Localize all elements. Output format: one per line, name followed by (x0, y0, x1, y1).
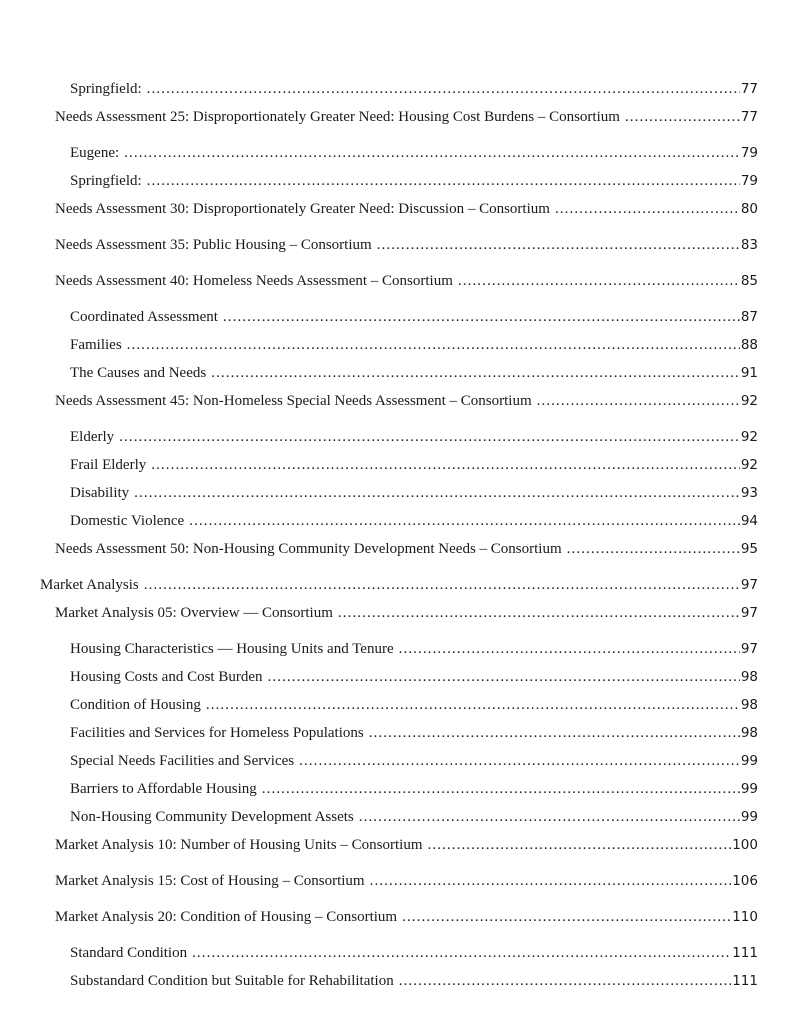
toc-dot-leader (262, 780, 740, 799)
toc-entry-label: Condition of Housing (70, 697, 201, 713)
toc-dot-leader (147, 80, 740, 99)
toc-entry[interactable] (55, 392, 758, 411)
toc-page-number: 77 (740, 81, 758, 97)
toc-entry[interactable] (40, 576, 758, 595)
toc-entry-label: Standard Condition (70, 945, 188, 961)
toc-page-number: 99 (740, 809, 758, 825)
toc-page-number: 98 (740, 725, 758, 741)
toc-dot-leader (151, 456, 740, 475)
toc-entry-label: Housing Costs and Cost Burden (70, 669, 263, 685)
toc-entry[interactable] (70, 80, 758, 99)
toc-entry-label: Frail Elderly (70, 457, 147, 473)
toc-dot-leader (377, 236, 740, 255)
toc-dot-leader (338, 604, 740, 623)
toc-page-number: 97 (740, 577, 758, 593)
toc-entry[interactable] (70, 512, 758, 531)
toc-page-number: 95 (740, 541, 758, 557)
toc-dot-leader (211, 364, 740, 383)
toc-entry-label: Needs Assessment 50: Non-Housing Community Development Needs – Consortium (55, 541, 562, 557)
toc-entry[interactable] (55, 540, 758, 559)
toc-dot-leader (119, 428, 740, 447)
toc-entry-label: Market Analysis 10: Number of Housing Units – Consortium (55, 837, 423, 853)
toc-page-number: 100 (732, 837, 758, 853)
toc-entry-label: Housing Characteristics — Housing Units and Tenure (70, 641, 394, 657)
toc-page-number: 97 (740, 605, 758, 621)
toc-entry[interactable] (70, 752, 758, 771)
toc-dot-leader (189, 512, 740, 531)
toc-entry[interactable] (55, 236, 758, 255)
toc-entry[interactable] (55, 200, 758, 219)
toc-page-number: 98 (740, 697, 758, 713)
toc-entry[interactable] (70, 364, 758, 383)
toc-dot-leader (127, 336, 740, 355)
toc-entry-label: Needs Assessment 45: Non-Homeless Special Needs Assessment – Consortium (55, 393, 532, 409)
toc-page-number: 79 (740, 145, 758, 161)
toc-dot-leader (567, 540, 740, 559)
toc-dot-leader (370, 872, 732, 891)
toc-dot-leader (147, 172, 740, 191)
toc-page-number: 97 (740, 641, 758, 657)
toc-entry-label: Non-Housing Community Development Assets (70, 809, 354, 825)
toc-entry-label: Disability (70, 485, 130, 501)
toc-entry[interactable] (70, 808, 758, 827)
toc-entry[interactable] (70, 336, 758, 355)
toc-entry-label: The Causes and Needs (70, 365, 207, 381)
toc-entry-label: Market Analysis 05: Overview — Consortium (55, 605, 333, 621)
toc-page-number: 110 (732, 909, 758, 925)
toc-entry[interactable] (55, 604, 758, 623)
toc-entry[interactable] (70, 724, 758, 743)
toc-page-number: 87 (740, 309, 758, 325)
toc-entry-label: Families (70, 337, 122, 353)
toc-page-number: 92 (740, 457, 758, 473)
toc-dot-leader (134, 484, 740, 503)
toc-entry-label: Coordinated Assessment (70, 309, 218, 325)
toc-entry-label: Eugene: (70, 145, 120, 161)
toc-entry-label: Barriers to Affordable Housing (70, 781, 257, 797)
toc-dot-leader (206, 696, 740, 715)
toc-entry[interactable] (70, 668, 758, 687)
toc-dot-leader (124, 144, 740, 163)
toc-dot-leader (144, 576, 740, 595)
toc-entry-label: Substandard Condition but Suitable for Rehabilitation (70, 973, 394, 989)
toc-entry[interactable] (70, 780, 758, 799)
toc-entry-label: Special Needs Facilities and Services (70, 753, 295, 769)
toc-entry[interactable] (55, 836, 758, 855)
toc-entry-label: Springfield: (70, 173, 142, 189)
toc-page-number: 106 (732, 873, 758, 889)
toc-entry[interactable] (70, 172, 758, 191)
toc-entry[interactable] (55, 872, 758, 891)
toc-entry[interactable] (70, 428, 758, 447)
toc-entry-label: Needs Assessment 35: Public Housing – Consortium (55, 237, 372, 253)
toc-page-number: 88 (740, 337, 758, 353)
toc-entry[interactable] (70, 944, 758, 963)
toc-entry[interactable] (70, 640, 758, 659)
toc-entry-label: Needs Assessment 25: Disproportionately Greater Need: Housing Cost Burdens – Consortium (55, 109, 620, 125)
toc-page-number: 85 (740, 273, 758, 289)
toc-page-number: 77 (740, 109, 758, 125)
toc-dot-leader (299, 752, 740, 771)
toc-page-number: 98 (740, 669, 758, 685)
toc-dot-leader (359, 808, 740, 827)
toc-page-number: 91 (740, 365, 758, 381)
toc-page-number: 92 (740, 429, 758, 445)
toc-dot-leader (402, 908, 731, 927)
toc-dot-leader (428, 836, 732, 855)
toc-dot-leader (555, 200, 740, 219)
toc-dot-leader (458, 272, 740, 291)
toc-entry-label: Needs Assessment 30: Disproportionately Greater Need: Discussion – Consortium (55, 201, 550, 217)
toc-page-number: 92 (740, 393, 758, 409)
toc-entry[interactable] (55, 108, 758, 127)
toc-dot-leader (625, 108, 740, 127)
toc-entry-label: Elderly (70, 429, 115, 445)
toc-entry-label: Domestic Violence (70, 513, 185, 529)
toc-page-number: 99 (740, 753, 758, 769)
toc-page-number: 99 (740, 781, 758, 797)
toc-entry[interactable] (70, 484, 758, 503)
toc-entry-label: Market Analysis (40, 577, 139, 593)
toc-entry-label: Market Analysis 15: Cost of Housing – Consortium (55, 873, 365, 889)
toc-entry[interactable] (55, 908, 758, 927)
toc-entry-label: Needs Assessment 40: Homeless Needs Assessment – Consortium (55, 273, 453, 289)
toc-dot-leader (399, 972, 732, 991)
toc-dot-leader (268, 668, 740, 687)
toc-entry[interactable] (70, 696, 758, 715)
toc-entry[interactable] (55, 272, 758, 291)
toc-page-number: 80 (740, 201, 758, 217)
toc-page-number: 94 (740, 513, 758, 529)
toc-page-number: 111 (732, 945, 758, 961)
toc-entry[interactable] (70, 972, 758, 991)
toc-entry-label: Springfield: (70, 81, 142, 97)
toc-entry[interactable] (70, 308, 758, 327)
toc-entry-label: Facilities and Services for Homeless Populations (70, 725, 364, 741)
toc-page-number: 111 (732, 973, 758, 989)
toc-dot-leader (369, 724, 740, 743)
toc-entry-label: Market Analysis 20: Condition of Housing – Consortium (55, 909, 398, 925)
toc-dot-leader (192, 944, 731, 963)
toc-page-number: 79 (740, 173, 758, 189)
toc-dot-leader (223, 308, 740, 327)
toc-dot-leader (537, 392, 740, 411)
toc-dot-leader (399, 640, 740, 659)
toc-entry[interactable] (70, 456, 758, 475)
toc-entry[interactable] (70, 144, 758, 163)
toc-list (40, 80, 758, 991)
toc-page-number: 93 (740, 485, 758, 501)
toc-page-number: 83 (740, 237, 758, 253)
